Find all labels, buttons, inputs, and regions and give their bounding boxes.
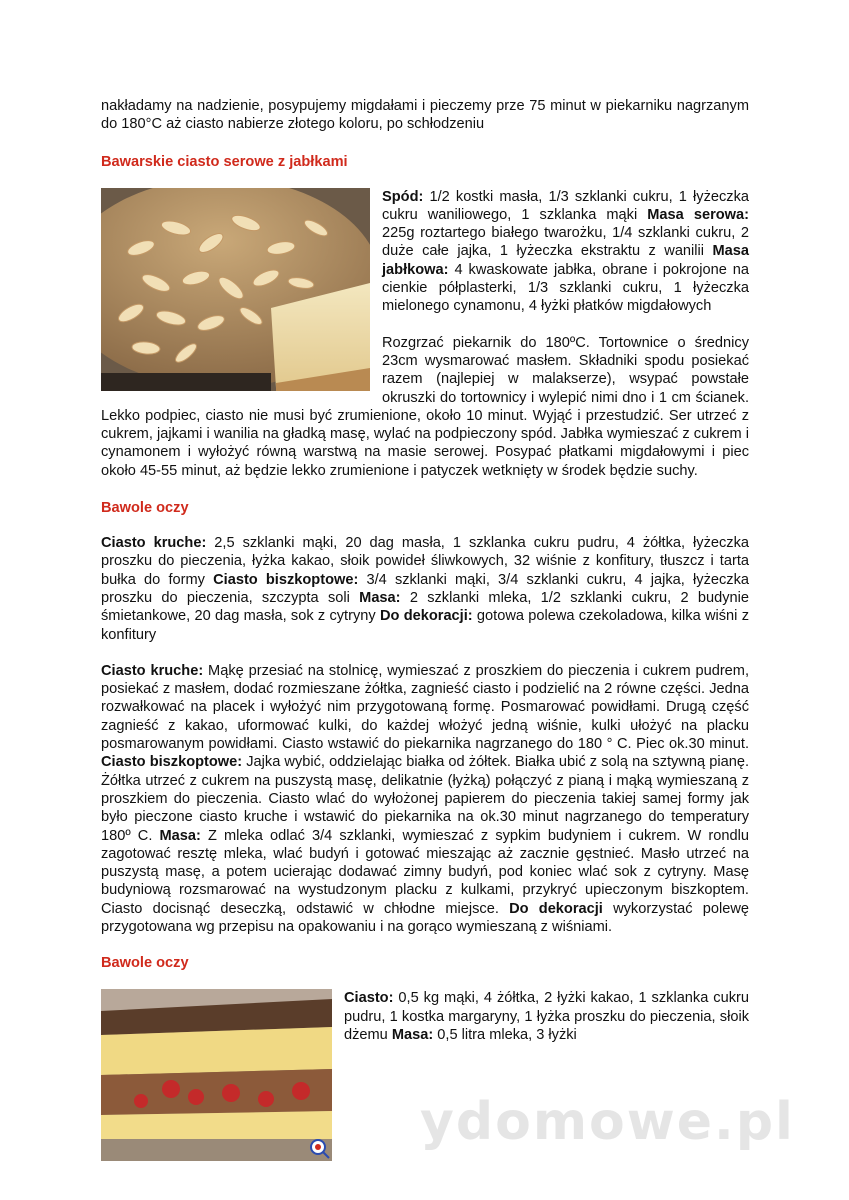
intro-paragraph: nakładamy na nadzienie, posypujemy migdałami i pieczemy prze 75 minut w piekarniku nagrzanym do 180°C aż ciasto nabierze złotego koloru, po schłodzeniu — [101, 98, 749, 133]
cake-photo — [101, 989, 332, 1161]
watermark: ydomowe.pl — [420, 1092, 795, 1152]
recipe-method: Rozgrzać piekarnik do 180ºC. Tortownice o średnicy 23cm wysmarować masłem. Składniki spodu posiekać razem (najlepiej w malakserze), wsypać powstałe okruszki do tortownicy i wylepić nimi dno i 1 cm ścianek. Lekko podpiec, ciasto nie musi być zrumienione, około 10 minut. Wyjąć i przestudzić. Ser utrzeć z cukrem, jajkami i wanilia na gładką masę, wylać na podpieczony spód. Jabłka wymieszać z cukrem i cynamonem i wyłożyć równą warstwą na masie serowej. Posypać płatkami migdałowymi i piec około 45-55 minut, aż będzie lekko zrumienione i patyczek wetknięty w środek będzie suchy. — [101, 334, 749, 479]
recipe-body — [101, 188, 749, 480]
recipe-title: Bawarskie ciasto serowe z jabłkami — [101, 153, 348, 170]
recipe-ingredients: Ciasto kruche: 2,5 szklanki mąki, 20 dag masła, 1 szklanka cukru pudru, 4 żółtka, łyżeczka proszku do pieczenia, łyżka kakao, słoik powideł śliwkowych, 32 wiśnie z konfitury, tłuszcz i tarta bułka do formy Ciasto biszkoptowe: 3/4 szklanki mąki, 3/4 szklanki cukru, 4 jajka, łyżeczka proszku do pieczenia, szczypta soli Masa: 2 szklanki mleka, 1/2 szklanki cukru, 2 budynie śmietankowe, 20 dag masła, sok z cytryny Do dekoracji: gotowa polewa czekoladowa, kilka wiśni z konfitury — [101, 535, 749, 643]
recipe-title: Bawole oczy — [101, 955, 189, 972]
recipe-ingredients: Ciasto: 0,5 kg mąki, 4 żółtka, 2 łyżki kakao, 1 szklanka cukru pudru, 1 kostka margaryny, 1 łyżka proszku do pieczenia, słoik dżemu Masa: 0,5 litra mleka, 3 łyżki — [344, 990, 749, 1043]
recipe-body — [101, 989, 749, 1044]
document-page — [101, 97, 749, 1163]
recipe-method: Ciasto kruche: Mąkę przesiać na stolnicę, wymieszać z proszkiem do pieczenia i cukrem pudrem, posiekać z masłem, dodać rozmieszane żółtka, zagnieść ciasto i podzielić na 2 równe części. Jedna rozwałkować na placek i wyłożyć nim przygotowaną formę. Posmarować powidłami. Drugą część zagnieść z kakao, uformować kulki, do każdej włożyć jedną wiśnie, kulki ułożyć na placku posmarowanym powidłami. Ciasto wstawić do piekarnika nagrzanego do 180 ° C. Piec ok.30 minut. Ciasto biszkoptowe: Jajka wybić, oddzielając białka od żółtek. Białka ubić z solą na sztywną pianę. Żółtka utrzeć z cukrem na puszystą masę, delikatnie (łyżką) połączyć z pianą i mąką wymieszaną z proszkiem do pieczenia. Ciasto wlać do wyłożonej papierem do pieczenia takiej samej formy jak było pieczone ciasto kruche i wstawić do piekarnika na ok.30 minut nagrzanego do temperatury 180º C. Masa: Z mleka odlać 3/4 szklanki, wymieszać z sypkim budyniem i cukrem. W rondlu zagotować resztę mleka, wlać budyń i gotować mieszając aż zacznie gęstnieć. Masło utrzeć na puszystą masę, a potem ucierając dodawać zimny budyń, pod koniec wlać sok z cytryny. Masę budyniową rozsmarować na wystudzonym placku z kulkami, przykryć upieczonym biszkoptem. Ciasto docisnąć deseczką, odstawić w chłodne miejsce. Do dekoracji wykorzystać polewę przygotowana wg przepisu na opakowaniu i na gorąco wymieszaną z wiśniami. — [101, 662, 750, 935]
recipe-title: Bawole oczy — [101, 500, 189, 517]
cheesecake-photo — [101, 188, 370, 391]
recipe-ingredients: Spód: 1/2 kostki masła, 1/3 szklanki cukru, 1 łyżeczka cukru waniliowego, 1 szklanka mąki Masa serowa: 225g roztartego białego twarożku, 1/4 szklanki cukru, 2 duże całe jajka, 1 łyżeczka ekstraktu z wanilii Masa jabłkowa: 4 kwaskowate jabłka, obrane i pokrojone na cienkie półplasterki, 1/3 szklanki cukru, 1 łyżeczka mielonego cynamonu, 4 łyżki płatków migdałowych — [382, 188, 749, 315]
